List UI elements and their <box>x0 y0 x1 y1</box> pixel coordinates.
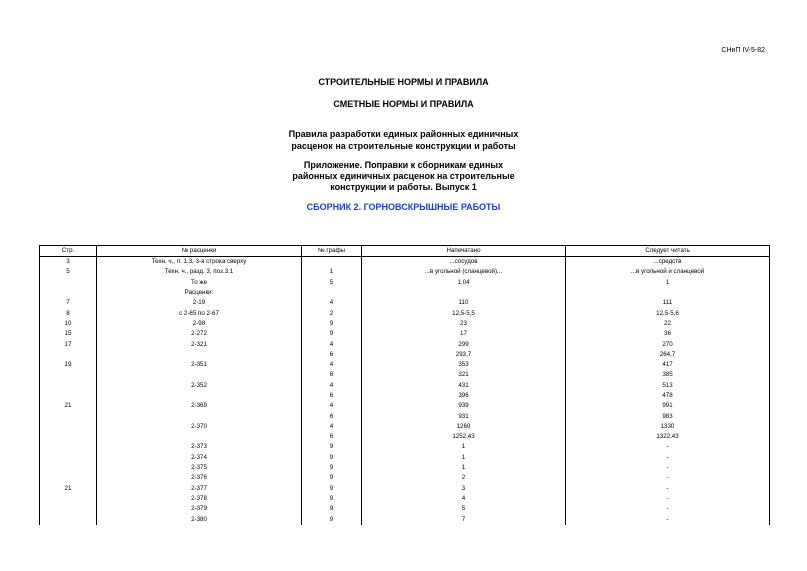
cell-rate-number: 2-375 <box>97 463 302 473</box>
cell-rate-number: с 2-65 по 2-67 <box>97 308 302 318</box>
cell-should-read: 1 <box>566 278 770 288</box>
table-row <box>40 381 770 391</box>
cell-rate-number: 2-19 <box>97 298 302 308</box>
cell-should-read: 417 <box>566 360 770 370</box>
cell-printed: 1 <box>362 442 566 452</box>
cell-printed: 3 <box>362 484 566 494</box>
cell-page: 15 <box>40 329 97 339</box>
cell-should-read: 1322,43 <box>566 432 770 442</box>
cell-page <box>40 381 97 391</box>
cell-column-number: 4 <box>302 422 362 432</box>
table-row <box>40 298 770 308</box>
cell-printed: 17 <box>362 329 566 339</box>
cell-column-number: 9 <box>302 484 362 494</box>
cell-rate-number: 2-379 <box>97 504 302 514</box>
cell-printed: 431 <box>362 381 566 391</box>
rules-title-line: расценок на строительные конструкции и работы <box>291 141 516 151</box>
cell-should-read: 385 <box>566 370 770 380</box>
cell-printed: 2 <box>362 473 566 483</box>
table-row <box>40 453 770 463</box>
cell-printed: 23 <box>362 319 566 329</box>
cell-rate-number <box>97 370 302 380</box>
cell-rate-number <box>97 350 302 360</box>
cell-printed: 293,7 <box>362 350 566 360</box>
cell-page <box>40 278 97 288</box>
cell-should-read: 1330 <box>566 422 770 432</box>
cell-page <box>40 370 97 380</box>
cell-printed: 5 <box>362 504 566 514</box>
cell-rate-number: 2-380 <box>97 514 302 524</box>
cell-should-read: 111 <box>566 298 770 308</box>
cell-printed: 1 <box>362 453 566 463</box>
cell-printed: 1 <box>362 463 566 473</box>
cell-printed: 353 <box>362 360 566 370</box>
cell-column-number: 6 <box>302 411 362 421</box>
cell-should-read <box>566 288 770 298</box>
cell-should-read: - <box>566 514 770 524</box>
cell-page: 5 <box>40 267 97 277</box>
cell-column-number: 4 <box>302 401 362 411</box>
cell-should-read: 12,5-5,6 <box>566 308 770 318</box>
table-header-row <box>40 246 770 257</box>
cell-column-number <box>302 288 362 298</box>
cell-page <box>40 411 97 421</box>
cell-printed: 299 <box>362 339 566 349</box>
cell-column-number: 6 <box>302 350 362 360</box>
cell-should-read: 264,7 <box>566 350 770 360</box>
table-body <box>40 257 770 525</box>
cell-column-number: 9 <box>302 329 362 339</box>
cell-column-number: 9 <box>302 514 362 524</box>
cell-column-number: 6 <box>302 432 362 442</box>
cell-page <box>40 350 97 360</box>
cell-rate-number: 2-373 <box>97 442 302 452</box>
cell-rate-number: 2-376 <box>97 473 302 483</box>
cell-should-read: - <box>566 442 770 452</box>
table-row <box>40 278 770 288</box>
table-row <box>40 473 770 483</box>
cell-rate-number: 2-272 <box>97 329 302 339</box>
table-row <box>40 484 770 494</box>
cell-page <box>40 442 97 452</box>
cell-should-read: - <box>566 484 770 494</box>
cell-rate-number: 2-369 <box>97 401 302 411</box>
table-row <box>40 288 770 298</box>
cell-column-number: 2 <box>302 308 362 318</box>
table-row <box>40 370 770 380</box>
cell-column-number: 1 <box>302 267 362 277</box>
cell-printed: 7 <box>362 514 566 524</box>
cell-should-read: 478 <box>566 391 770 401</box>
rules-title <box>0 128 807 152</box>
cell-page: 3 <box>40 257 97 268</box>
cell-page <box>40 422 97 432</box>
cell-column-number: 4 <box>302 339 362 349</box>
table-row <box>40 432 770 442</box>
table-row <box>40 350 770 360</box>
cell-page <box>40 494 97 504</box>
cell-column-number: 9 <box>302 494 362 504</box>
table-row <box>40 319 770 329</box>
cell-printed <box>362 288 566 298</box>
cell-page <box>40 463 97 473</box>
cell-printed: 1252,43 <box>362 432 566 442</box>
cell-should-read: - <box>566 463 770 473</box>
cell-rate-number: Техн. ч., п. 1.3, 3-я строка сверху <box>97 257 302 268</box>
cell-page: 19 <box>40 360 97 370</box>
cell-should-read: ...в угольной и сланцевой <box>566 267 770 277</box>
header-printed: Напечатано <box>362 246 566 257</box>
cell-printed: ...сосудов <box>362 257 566 268</box>
table-row <box>40 360 770 370</box>
cell-rate-number: То же <box>97 278 302 288</box>
cell-column-number: 5 <box>302 278 362 288</box>
cell-should-read: 513 <box>566 381 770 391</box>
cell-page: 10 <box>40 319 97 329</box>
table-row <box>40 514 770 524</box>
sub-title: СМЕТНЫЕ НОРМЫ И ПРАВИЛА <box>333 99 474 109</box>
appendix-title-line: Приложение. Поправки к сборникам единых <box>303 160 504 170</box>
cell-page: 8 <box>40 308 97 318</box>
cell-printed: 931 <box>362 411 566 421</box>
header-page: Стр. <box>40 246 97 257</box>
cell-should-read: 270 <box>566 339 770 349</box>
cell-printed: 4 <box>362 494 566 504</box>
table-row <box>40 308 770 318</box>
cell-page <box>40 453 97 463</box>
cell-printed: 12,5-5,5 <box>362 308 566 318</box>
cell-rate-number: 2-374 <box>97 453 302 463</box>
header-rate-number: № расценки <box>97 246 302 257</box>
cell-column-number: 4 <box>302 298 362 308</box>
cell-page: 17 <box>40 339 97 349</box>
cell-should-read: - <box>566 453 770 463</box>
cell-column-number: 9 <box>302 319 362 329</box>
cell-column-number: 4 <box>302 381 362 391</box>
cell-printed: 1,04 <box>362 278 566 288</box>
cell-rate-number: 2-321 <box>97 339 302 349</box>
cell-should-read: - <box>566 494 770 504</box>
cell-page <box>40 514 97 524</box>
cell-printed: 1260 <box>362 422 566 432</box>
cell-page <box>40 473 97 483</box>
cell-rate-number <box>97 432 302 442</box>
table-row <box>40 442 770 452</box>
table-row <box>40 339 770 349</box>
main-title: СТРОИТЕЛЬНЫЕ НОРМЫ И ПРАВИЛА <box>318 77 489 87</box>
cell-should-read: - <box>566 504 770 514</box>
cell-should-read: ...средств <box>566 257 770 268</box>
table-row <box>40 463 770 473</box>
header-column-number: № графы <box>302 246 362 257</box>
table-row <box>40 329 770 339</box>
cell-page <box>40 432 97 442</box>
cell-column-number: 9 <box>302 463 362 473</box>
cell-column-number <box>302 257 362 268</box>
table-row <box>40 411 770 421</box>
cell-column-number: 9 <box>302 442 362 452</box>
cell-should-read: - <box>566 473 770 483</box>
cell-page <box>40 391 97 401</box>
table-row <box>40 494 770 504</box>
document-code: СНиП IV-5-82 <box>721 47 765 54</box>
table-row <box>40 422 770 432</box>
appendix-title <box>0 160 807 193</box>
appendix-title-line: конструкции и работы. Выпуск 1 <box>330 182 477 192</box>
cell-printed: 396 <box>362 391 566 401</box>
cell-rate-number: 2-352 <box>97 381 302 391</box>
cell-should-read: 991 <box>566 401 770 411</box>
corrections-table <box>39 245 770 525</box>
cell-page: 21 <box>40 484 97 494</box>
header-should-read: Следует читать <box>566 246 770 257</box>
cell-page: 21 <box>40 401 97 411</box>
cell-column-number: 6 <box>302 370 362 380</box>
cell-rate-number <box>97 391 302 401</box>
table-row <box>40 401 770 411</box>
cell-should-read: 36 <box>566 329 770 339</box>
cell-should-read: 22 <box>566 319 770 329</box>
cell-column-number: 6 <box>302 391 362 401</box>
cell-rate-number: Расценки: <box>97 288 302 298</box>
cell-page <box>40 504 97 514</box>
cell-rate-number: 2-98 <box>97 319 302 329</box>
cell-rate-number: Техн. ч., разд. 3, поз.3.1 <box>97 267 302 277</box>
cell-column-number: 9 <box>302 453 362 463</box>
section-title: СБОРНИК 2. ГОРНОВСКРЫШНЫЕ РАБОТЫ <box>306 202 501 212</box>
cell-printed: 110 <box>362 298 566 308</box>
cell-rate-number: 2-378 <box>97 494 302 504</box>
rules-title-line: Правила разработки единых районных единичных <box>288 129 519 139</box>
cell-column-number: 4 <box>302 360 362 370</box>
cell-printed: ...в угольной (сланцевой)... <box>362 267 566 277</box>
cell-page: 7 <box>40 298 97 308</box>
table-row <box>40 504 770 514</box>
appendix-title-line: районных единичных расценок на строительные <box>292 171 515 181</box>
cell-should-read: 983 <box>566 411 770 421</box>
cell-page <box>40 288 97 298</box>
cell-rate-number: 2-351 <box>97 360 302 370</box>
cell-printed: 939 <box>362 401 566 411</box>
cell-rate-number <box>97 411 302 421</box>
cell-column-number: 9 <box>302 504 362 514</box>
table-row <box>40 267 770 277</box>
cell-printed: 321 <box>362 370 566 380</box>
cell-column-number: 9 <box>302 473 362 483</box>
table-row <box>40 391 770 401</box>
table-row <box>40 257 770 268</box>
cell-rate-number: 2-370 <box>97 422 302 432</box>
cell-rate-number: 2-377 <box>97 484 302 494</box>
